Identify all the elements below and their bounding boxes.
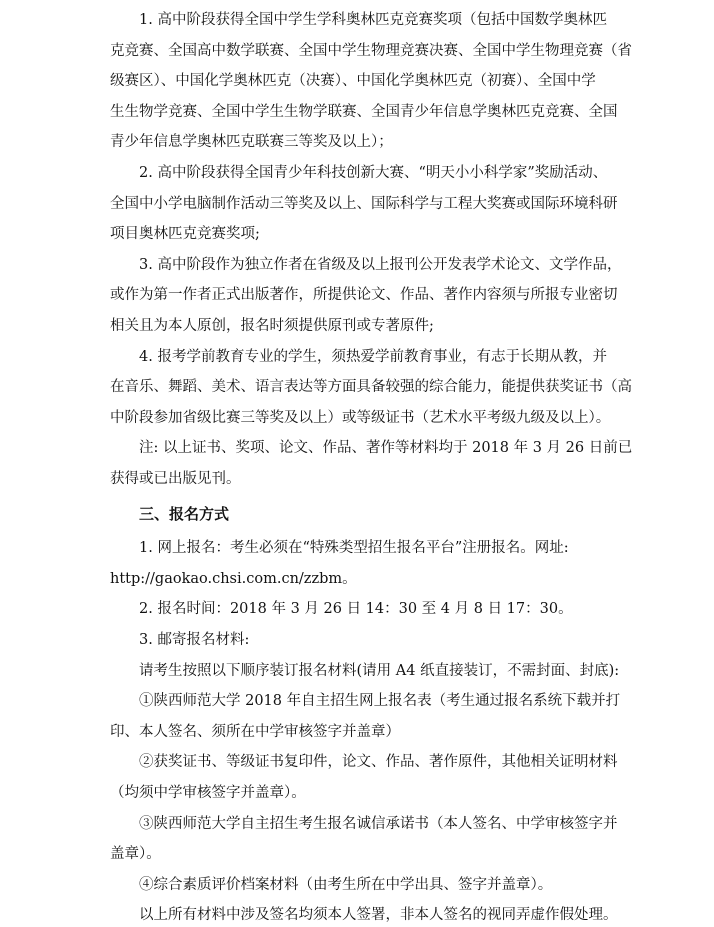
text-line: 或作为第一作者正式出版著作，所提供论文、作品、著作内容须与所报专业密切 [110, 287, 618, 303]
text-line: 请考生按照以下顺序装订报名材料(请用 A4 纸直接装订，不需封面、封底): [139, 663, 620, 679]
text-line: 3. 高中阶段作为独立作者在省级及以上报刊公开发表学术论文、文学作品， [139, 257, 622, 273]
text-line: ②获奖证书、等级证书复印件，论文、作品、著作原件，其他相关证明材料 [139, 754, 618, 770]
text-line: 2. 报名时间：2018 年 3 月 26 日 14：30 至 4 月 8 日 17：30。 [139, 601, 573, 617]
text-line: （均须中学审核签字并盖章）。 [110, 785, 306, 801]
text-line: 2. 高中阶段获得全国青少年科技创新大赛、“明天小小科学家”奖励活动、 [139, 165, 608, 181]
text-line: ①陕西师范大学 2018 年自主招生网上报名表（考生通过报名系统下载并打 [139, 693, 621, 709]
text-line: 获得或已出版见刊。 [110, 471, 241, 487]
text-line: 在音乐、舞蹈、美术、语言表达等方面具备较强的综合能力，能提供获奖证书（高 [110, 379, 632, 395]
text-line: 中阶段参加省级比赛三等奖及以上）或等级证书（艺术水平考级九级及以上）。 [110, 410, 611, 426]
text-line: 青少年信息学奥林匹克联赛三等奖及以上）； [110, 134, 393, 150]
text-line: 以上所有材料中涉及签名均须本人签署，非本人签名的视同弄虚作假处理。 [139, 907, 618, 923]
text-line: 1. 网上报名：考生必须在“特殊类型招生报名平台”注册报名。网址: [139, 540, 569, 556]
text-line: 项目奥林匹克竞赛奖项; [110, 226, 260, 242]
text-line: 3. 邮寄报名材料: [139, 632, 250, 648]
text-line: ④综合素质评价档案材料（由考生所在中学出具、签字并盖章）。 [139, 877, 553, 893]
text-line: 全国中小学电脑制作活动三等奖及以上、国际科学与工程大奖赛或国际环境科研 [110, 196, 618, 212]
section-title: 三、报名方式 [139, 505, 230, 523]
text-line: 4. 报考学前教育专业的学生，须热爱学前教育事业，有志于长期从教，并 [139, 349, 607, 365]
text-line: 注: 以上证书、奖项、论文、作品、著作等材料均于 2018 年 3 月 26 日前已 [139, 440, 633, 456]
text-line: 克竞赛、全国高中数学联赛、全国中学生物理竞赛决赛、全国中学生物理竞赛（省 [110, 43, 632, 59]
text-line: 盖章）。 [110, 846, 161, 862]
text-line: ③陕西师范大学自主招生考生报名诚信承诺书（本人签名、中学审核签字并 [139, 816, 618, 832]
text-line: 级赛区）、中国化学奥林匹克（决赛）、中国化学奥林匹克（初赛）、全国中学 [110, 73, 596, 89]
text-line: 生生物学竞赛、全国中学生生物学联赛、全国青少年信息学奥林匹克竞赛、全国 [110, 104, 618, 120]
text-line: 1. 高中阶段获得全国中学生学科奥林匹克竞赛奖项（包括中国数学奥林匹 [139, 12, 607, 28]
text-line: http://gaokao.chsi.com.cn/zzbm。 [110, 571, 357, 587]
text-line: 印、本人签名、须所在中学审核签字并盖章） [110, 724, 400, 740]
text-line: 相关且为本人原创，报名时须提供原刊或专著原件; [110, 318, 434, 334]
